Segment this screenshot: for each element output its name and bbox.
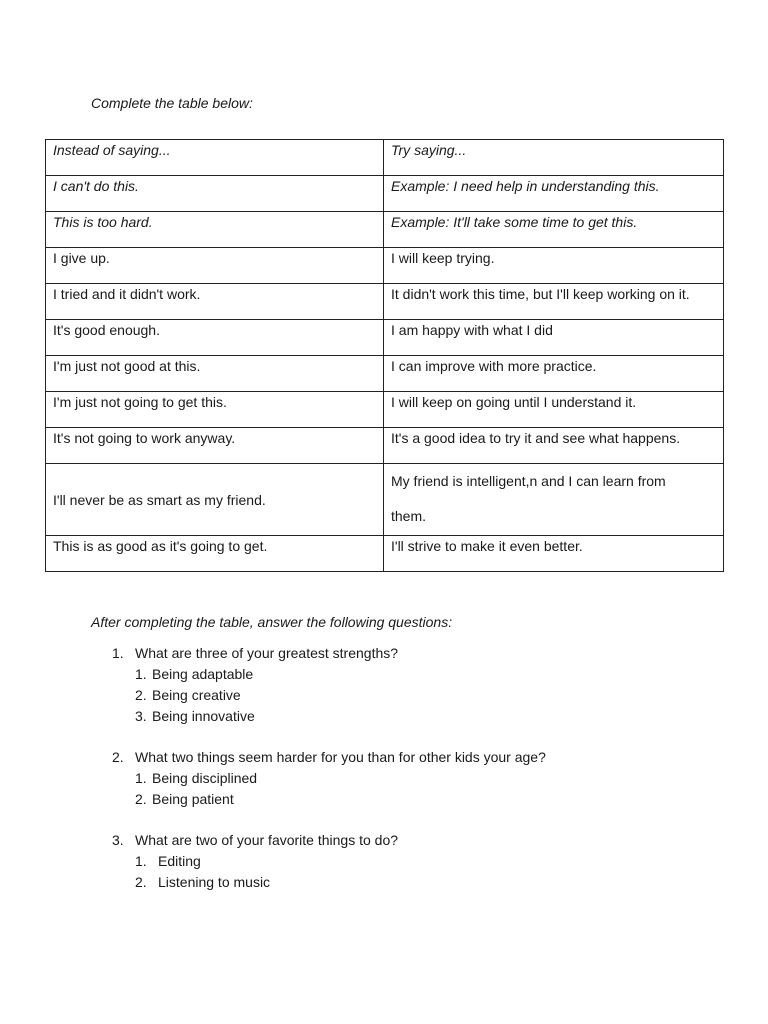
table-row (46, 212, 724, 248)
table-row (46, 392, 724, 428)
answer-number: 1. (135, 853, 147, 869)
question-item (112, 830, 712, 893)
question-text: What two things seem harder for you than for other kids your age? (135, 749, 546, 765)
instead-cell: I can't do this. (46, 176, 384, 212)
questions-instructions: After completing the table, answer the following questions: (91, 614, 453, 630)
answer-item (135, 685, 712, 706)
answer-item (135, 789, 712, 810)
header-instead-of-saying: Instead of saying... (46, 140, 384, 176)
table-row (46, 464, 724, 536)
table-row (46, 428, 724, 464)
try-cell: I will keep on going until I understand it. (384, 392, 724, 428)
try-cell: It didn't work this time, but I'll keep working on it. (384, 284, 724, 320)
question-text: What are two of your favorite things to do? (135, 832, 399, 848)
question-item (112, 747, 712, 810)
table-row (46, 284, 724, 320)
question-list (112, 643, 712, 913)
answer-number: 2. (135, 874, 147, 890)
table-row (46, 536, 724, 572)
answer-list (112, 768, 712, 810)
instead-cell: I'm just not going to get this. (46, 392, 384, 428)
answer-text: Being innovative (152, 708, 255, 724)
try-cell: I am happy with what I did (384, 320, 724, 356)
answer-text: Being disciplined (152, 770, 258, 786)
answer-item (135, 872, 712, 893)
answer-text: Being adaptable (152, 666, 254, 682)
question-number: 3. (112, 832, 124, 848)
table-row (46, 248, 724, 284)
answer-number: 1. (135, 770, 147, 786)
table-instructions: Complete the table below: (91, 95, 253, 111)
try-cell: Example: It'll take some time to get this. (384, 212, 724, 248)
instead-cell: This is as good as it's going to get. (46, 536, 384, 572)
table-row (46, 356, 724, 392)
answer-list (112, 851, 712, 893)
answer-item (135, 768, 712, 789)
question-number: 2. (112, 749, 124, 765)
answer-number: 2. (135, 791, 147, 807)
answer-number: 3. (135, 708, 147, 724)
try-cell-line: them. (391, 508, 427, 524)
try-cell: I can improve with more practice. (384, 356, 724, 392)
try-cell (384, 464, 724, 536)
try-cell: Example: I need help in understanding this. (384, 176, 724, 212)
instead-cell: I give up. (46, 248, 384, 284)
sayings-table (45, 139, 724, 572)
answer-list (112, 664, 712, 727)
question-item (112, 643, 712, 727)
instead-cell: I tried and it didn't work. (46, 284, 384, 320)
try-cell: I will keep trying. (384, 248, 724, 284)
try-cell: I'll strive to make it even better. (384, 536, 724, 572)
instead-cell: I'll never be as smart as my friend. (46, 464, 384, 536)
try-cell: It's a good idea to try it and see what happens. (384, 428, 724, 464)
instead-cell: I'm just not good at this. (46, 356, 384, 392)
answer-text: Listening to music (158, 874, 271, 890)
instead-cell: It's good enough. (46, 320, 384, 356)
table-row (46, 320, 724, 356)
answer-item (135, 706, 712, 727)
answer-text: Editing (158, 853, 201, 869)
answer-number: 2. (135, 687, 147, 703)
answer-text: Being creative (152, 687, 241, 703)
question-text: What are three of your greatest strengths? (135, 645, 399, 661)
answer-item (135, 851, 712, 872)
instead-cell: It's not going to work anyway. (46, 428, 384, 464)
answer-number: 1. (135, 666, 147, 682)
header-try-saying: Try saying... (384, 140, 724, 176)
answer-item (135, 664, 712, 685)
question-number: 1. (112, 645, 124, 661)
answer-text: Being patient (152, 791, 234, 807)
instead-cell: This is too hard. (46, 212, 384, 248)
table-row (46, 176, 724, 212)
try-cell-line: My friend is intelligent,n and I can learn from (391, 473, 666, 489)
table-header-row (46, 140, 724, 176)
